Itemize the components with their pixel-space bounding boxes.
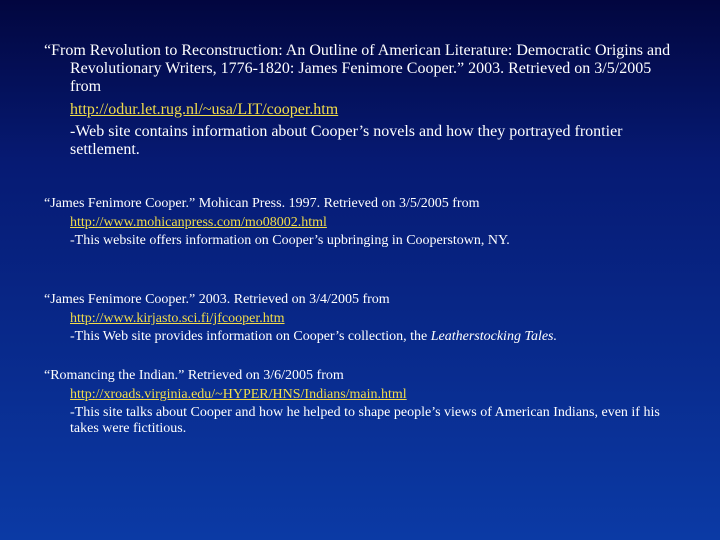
bibliography-entry <box>44 42 684 158</box>
citation-text: “From Revolution to Reconstruction: An Outline of American Literature: Democratic Origins and Revolutionary Writers, 1776-1820: James Fenimore Cooper.” 2003. Retrieved on 3/5/2005 from <box>44 42 671 95</box>
url-line <box>44 311 684 327</box>
bibliography-entry <box>44 196 684 249</box>
annotation-text: -This site talks about Cooper and how he helped to shape people’s views of American Indians, even if his takes were fictitious. <box>70 405 660 437</box>
citation-text: “James Fenimore Cooper.” 2003. Retrieved on 3/4/2005 from <box>44 292 390 307</box>
url-line <box>44 215 684 231</box>
annotation-text: -Web site contains information about Cooper’s novels and how they portrayed frontier settlement. <box>70 122 623 158</box>
annotation-prefix: -This Web site provides information on Cooper’s collection, the <box>70 329 431 345</box>
citation-text: “James Fenimore Cooper.” Mohican Press. 1997. Retrieved on 3/5/2005 from <box>44 196 480 211</box>
source-link[interactable]: http://www.kirjasto.sci.fi/jfcooper.htm <box>70 310 285 326</box>
book-title: Leatherstocking Tales. <box>430 329 557 345</box>
annotation-text: -This website offers information on Cooper’s upbringing in Cooperstown, NY. <box>70 233 510 249</box>
source-link[interactable]: http://www.mohicanpress.com/mo08002.html <box>70 214 327 230</box>
annotation-text <box>44 329 684 345</box>
url-line <box>44 101 684 119</box>
url-line <box>44 387 684 403</box>
bibliography-entry <box>44 292 684 345</box>
citation-text: “Romancing the Indian.” Retrieved on 3/6/2005 from <box>44 368 344 383</box>
source-link[interactable]: http://xroads.virginia.edu/~HYPER/HNS/Indians/main.html <box>70 386 407 402</box>
bibliography-entry <box>44 368 684 437</box>
source-link[interactable]: http://odur.let.rug.nl/~usa/LIT/cooper.htm <box>70 100 339 118</box>
